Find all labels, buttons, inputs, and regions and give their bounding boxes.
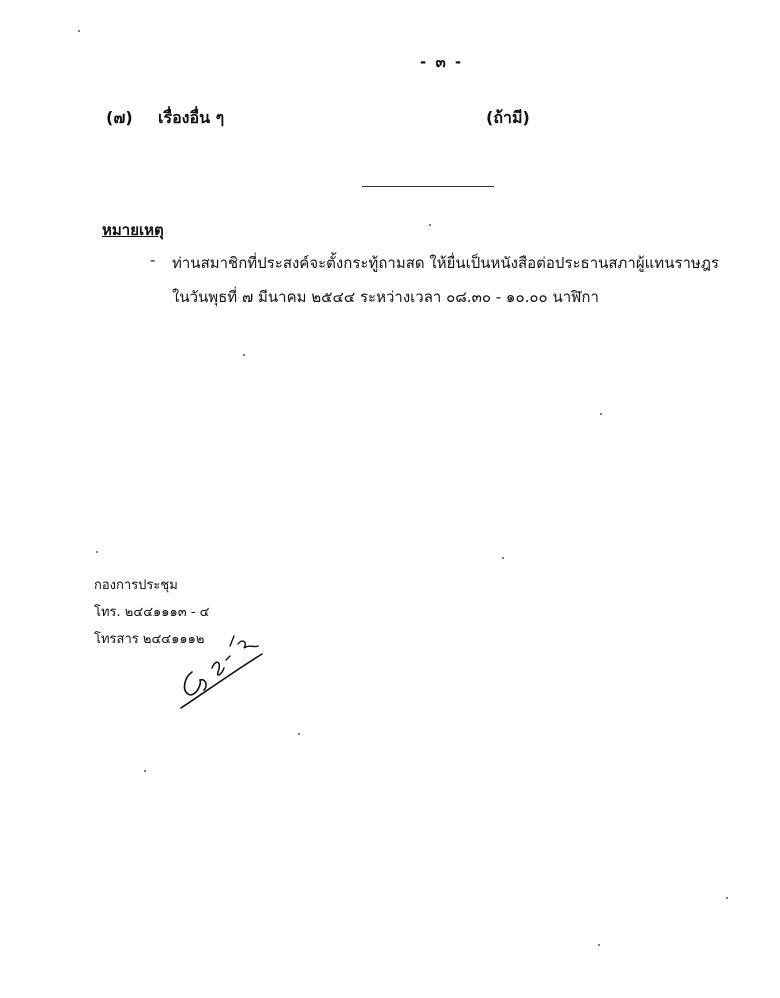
scan-speck — [243, 354, 245, 356]
note-line-1: ท่านสมาชิกที่ประสงค์จะตั้งกระทู้ถามสด ให้ยื่นเป็นหนังสือต่อประธานสภาผู้แทนราษฎร — [172, 254, 719, 272]
page-number: - ๓ - — [420, 53, 464, 71]
scan-speck — [600, 413, 602, 415]
office-name: กองการประชุม — [94, 578, 178, 593]
scan-speck — [598, 944, 600, 946]
agenda-item-number: (๗) — [106, 108, 133, 127]
scan-speck — [298, 733, 300, 735]
handwritten-signature — [178, 628, 264, 712]
section-divider — [362, 186, 494, 187]
scan-speck — [78, 30, 80, 32]
note-heading: หมายเหตุ — [102, 221, 164, 239]
scan-speck — [96, 551, 98, 553]
scan-speck — [502, 557, 504, 559]
scan-speck — [144, 770, 146, 772]
note-line-2: ในวันพุธที่ ๗ มีนาคม ๒๕๔๔ ระหว่างเวลา ๐๘.๓๐ - ๑๐.๐๐ นาฬิกา — [172, 288, 599, 306]
fax-number: โทรสาร ๒๔๔๑๑๑๒ — [94, 632, 205, 647]
telephone: โทร. ๒๔๔๑๑๑๓ - ๔ — [94, 605, 210, 620]
agenda-item-title: เรื่องอื่น ๆ — [158, 108, 225, 127]
agenda-item-condition: (ถ้ามี) — [486, 108, 530, 127]
scan-speck — [429, 224, 431, 226]
scan-speck — [726, 897, 728, 899]
note-bullet: - — [150, 251, 156, 269]
